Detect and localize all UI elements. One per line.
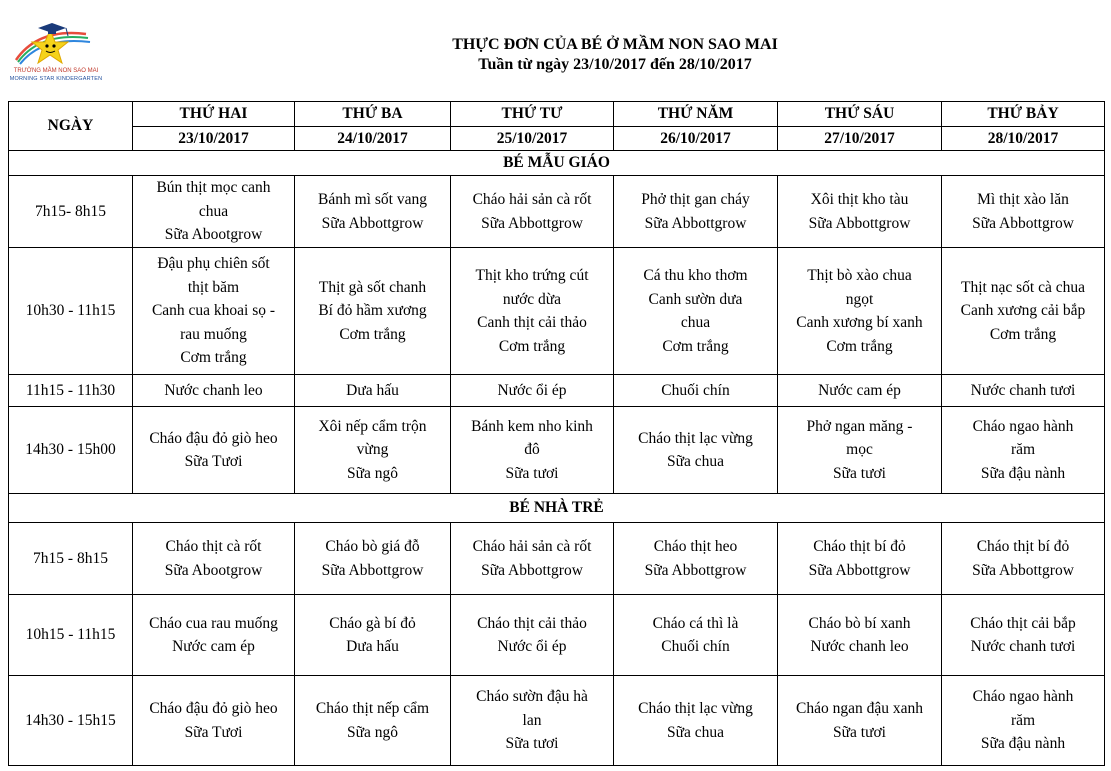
page-title [0,35,1111,75]
dish-line: Cháo bò giá đỗ [325,538,420,555]
dish-line: Canh sườn dưa [648,290,743,308]
dish-line: Sữa Abbottgrow [644,561,747,579]
dish-line: Cháo ngan đậu xanh [796,700,923,717]
dish-line: Sữa Tươi [184,723,243,741]
meal-cell [778,407,942,494]
dish-line: Nước chanh tươi [970,381,1076,399]
dish-line: Sữa Abbottgrow [972,561,1074,579]
dish-line: Nước chanh leo [164,381,263,399]
meal-cell [295,523,451,595]
dish-line: vừng [356,441,389,459]
dish-line: Nước cam ép [818,381,901,399]
meal-cell [451,375,614,407]
meal-cell [942,407,1105,494]
dish-line: Cháo thịt bí đỏ [976,538,1070,555]
dish-line: Sữa đậu nành [980,735,1066,753]
dish-line: Canh xương bí xanh [796,314,923,331]
dish-line: Cháo thịt bí đỏ [813,538,906,555]
dish-line: rau muống [180,325,247,343]
meal-time: 7h15- 8h15 [9,176,133,248]
meal-time: 11h15 - 11h30 [9,375,133,407]
dish-line: Sữa Abbottgrow [481,214,583,232]
day-date-header: 28/10/2017 [942,126,1105,151]
header-row-days [9,102,1105,127]
dish-line: Cơm trắng [989,325,1057,343]
dish-line: Bánh mì sốt vang [318,191,427,208]
meal-row [9,523,1105,595]
dish-line: Cháo hải sản cà rốt [472,538,592,555]
day-name-header: THỨ HAI [133,102,295,127]
dish-line: Đậu phụ chiên sốt [157,255,270,273]
dish-line: Cháo cua rau muống [149,614,278,632]
meal-cell [451,676,614,766]
meal-cell [295,176,451,248]
dish-line: Mì thịt xào lăn [977,191,1069,208]
meal-row [9,375,1105,407]
meal-cell [778,676,942,766]
dish-line: Nước cam ép [172,638,255,655]
meal-row [9,407,1105,494]
dish-line: Nước chanh tươi [970,638,1076,655]
dish-line: Cháo thịt heo [653,538,738,555]
dish-line: Sữa Abbottgrow [808,561,911,579]
corner-header-day: NGÀY [9,102,133,151]
dish-line: Cháo ngao hành [972,417,1074,435]
dish-line: Bí đỏ hầm xương [318,302,427,320]
dish-line: răm [1010,711,1036,729]
day-date-header: 24/10/2017 [295,126,451,151]
dish-line: Phở ngan măng - [806,417,913,435]
meal-cell [778,375,942,407]
dish-line: Cơm trắng [662,337,729,355]
dish-line: Canh cua khoai sọ - [151,302,276,320]
dish-line: Cháo thịt nếp cẩm [315,700,430,717]
dish-line: Cháo thịt cải thảo [477,614,587,632]
day-date-header: 23/10/2017 [133,126,295,151]
dish-line: Cháo thịt cải bắp [970,614,1076,632]
dish-line: Cháo đậu đỏ giò heo [149,429,278,447]
meal-cell [614,248,778,375]
day-date-header: 27/10/2017 [778,126,942,151]
meal-cell [614,676,778,766]
dish-line: Cháo sườn đậu hà [476,688,588,706]
day-name-header: THỨ BA [295,102,451,127]
dish-line: Sữa Abbottgrow [808,214,911,232]
dish-line: chua [680,314,711,331]
dish-line: Sữa Abootgrow [164,226,263,244]
dish-line: Chuối chín [661,638,730,655]
meal-row [9,248,1105,375]
day-name-header: THỨ NĂM [614,102,778,127]
dish-line: thịt băm [187,278,240,296]
meal-cell [295,676,451,766]
meal-row [9,176,1105,248]
dish-line: Sữa chua [666,453,725,470]
dish-line: Cá thu kho thơm [643,267,748,284]
dish-line: Cháo bò bí xanh [808,614,911,632]
dish-line: Sữa Abbottgrow [321,561,424,579]
section-row [9,494,1105,523]
dish-line: lan [522,711,542,729]
section-title: BÉ NHÀ TRẺ [9,494,1105,523]
dish-line: mọc [846,441,873,459]
logo-school-name-vi: TRƯỜNG MẦM NON SAO MAI [13,68,99,74]
meal-cell [133,523,295,595]
meal-cell [942,248,1105,375]
dish-line: Sữa Abootgrow [164,561,263,579]
dish-line: Cháo cá thì là [652,614,739,632]
meal-cell [614,176,778,248]
dish-line: chua [198,202,229,220]
meal-cell [451,523,614,595]
meal-cell [778,523,942,595]
dish-line: Sữa tươi [833,723,886,741]
dish-line: Cơm trắng [180,349,247,367]
dish-line: Nước ổi ép [497,381,567,399]
dish-line: Cháo thịt cà rốt [165,538,262,555]
dish-line: răm [1010,441,1036,459]
meal-cell [942,375,1105,407]
meal-time: 10h15 - 11h15 [9,595,133,676]
meal-time: 7h15 - 8h15 [9,523,133,595]
dish-line: Canh thịt cải thảo [477,314,587,331]
meal-cell [942,595,1105,676]
meal-cell [451,407,614,494]
dish-line: Thịt nạc sốt cà chua [961,278,1085,296]
meal-cell [295,407,451,494]
dish-line: Xôi thịt kho tàu [810,191,909,208]
dish-line: Cháo thịt lạc vừng [638,429,753,447]
meal-cell [133,595,295,676]
dish-line: Cháo gà bí đỏ [329,614,416,632]
dish-line: Nước ổi ép [497,638,567,655]
meal-cell [133,375,295,407]
meal-cell [295,595,451,676]
meal-cell [778,595,942,676]
meal-row [9,595,1105,676]
dish-line: Cháo hải sản cà rốt [472,191,592,208]
day-name-header: THỨ BẢY [942,102,1105,127]
meal-cell [133,407,295,494]
meal-time: 14h30 - 15h15 [9,676,133,766]
dish-line: Cơm trắng [498,337,566,355]
meal-cell [778,176,942,248]
day-name-header: THỨ SÁU [778,102,942,127]
meal-cell [614,595,778,676]
dish-line: Sữa Tươi [184,453,243,470]
dish-line: Dưa hấu [346,638,399,655]
meal-cell [133,248,295,375]
meal-time: 14h30 - 15h00 [9,407,133,494]
dish-line: Sữa Abbottgrow [481,561,583,579]
dish-line: Sữa chua [666,723,725,741]
dish-line: nước dừa [502,290,562,308]
dish-line: Bánh kem nho kinh [471,417,593,435]
meal-cell [614,523,778,595]
dish-line: Chuối chín [661,381,730,399]
dish-line: Sữa đậu nành [980,464,1066,482]
logo-school-name-en: MORNING STAR KINDERGARTEN [9,76,103,82]
dish-line: Thịt kho trứng cút [475,267,589,284]
dish-line: Sữa ngô [346,464,399,482]
dish-line: Bún thịt mọc canh [156,179,271,197]
meal-time: 10h30 - 11h15 [9,248,133,375]
meal-cell [295,375,451,407]
dish-line: Thịt gà sốt chanh [318,278,427,296]
dish-line: Cháo đậu đỏ giò heo [149,700,278,717]
header-row-dates [9,126,1105,151]
dish-line: Cơm trắng [826,337,893,355]
section-row [9,151,1105,176]
dish-line: đô [524,441,540,459]
dish-line: Nước chanh leo [810,638,909,655]
dish-line: Sữa Abbottgrow [644,214,747,232]
meal-cell [942,523,1105,595]
dish-line: Canh xương cải bắp [960,302,1086,320]
dish-line: Cơm trắng [339,325,406,343]
section-title: BÉ MẪU GIÁO [9,151,1105,176]
dish-line: Cháo thịt lạc vừng [638,700,753,717]
dish-line: Thịt bò xào chua [807,267,912,284]
dish-line: Sữa tươi [833,464,886,482]
dish-line: Sữa Abbottgrow [972,214,1074,232]
meal-cell [295,248,451,375]
day-name-header: THỨ TƯ [451,102,614,127]
dish-line: Sữa tươi [505,735,559,753]
dish-line: ngọt [845,290,874,308]
weekly-menu-table [8,101,1105,766]
meal-cell [451,176,614,248]
dish-line: Sữa Abbottgrow [321,214,424,232]
title-main: THỰC ĐƠN CỦA BÉ Ở MẦM NON SAO MAI [452,36,778,53]
meal-cell [942,176,1105,248]
day-date-header: 25/10/2017 [451,126,614,151]
dish-line: Sữa ngô [346,723,399,741]
meal-cell [614,407,778,494]
meal-cell [778,248,942,375]
dish-line: Sữa tươi [505,464,559,482]
meal-cell [942,676,1105,766]
meal-cell [133,176,295,248]
dish-line: Xôi nếp cẩm trộn [318,417,427,435]
meal-row [9,676,1105,766]
dish-line: Phở thịt gan cháy [641,191,750,208]
meal-cell [133,676,295,766]
meal-cell [614,375,778,407]
day-date-header: 26/10/2017 [614,126,778,151]
dish-line: Dưa hấu [346,381,399,399]
title-week-range: Tuần từ ngày 23/10/2017 đến 28/10/2017 [478,56,752,73]
dish-line: Cháo ngao hành [972,688,1074,706]
meal-cell [451,595,614,676]
meal-cell [451,248,614,375]
